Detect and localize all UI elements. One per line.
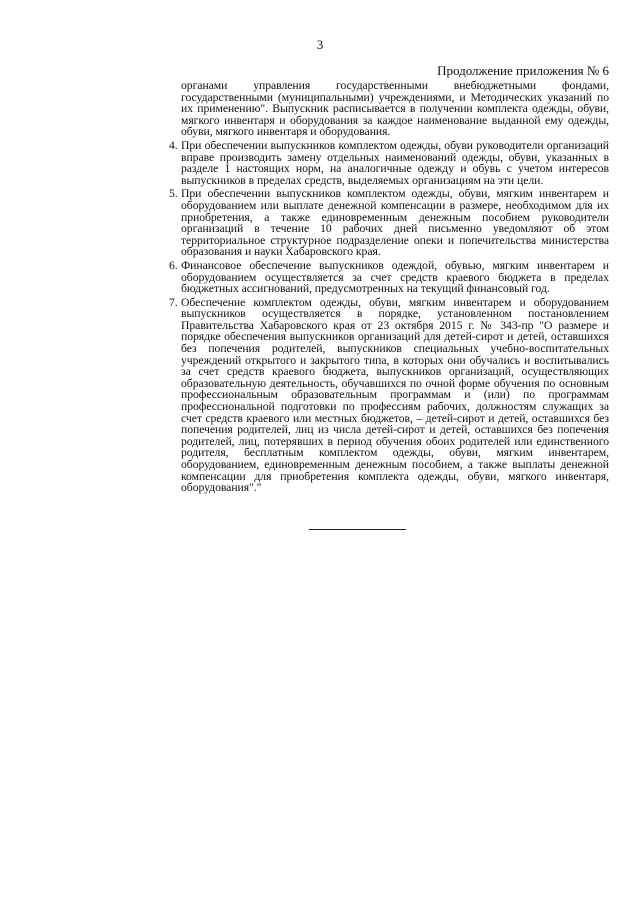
list-item-4 — [169, 138, 609, 187]
list-item-6 — [169, 258, 609, 296]
list-item-number: 7. — [169, 295, 178, 309]
list-item-text: При обеспечении выпускников комплектом одежды, обуви, мягким инвентарем и оборудованием или выплате денежной компенсации в размере, необходимом для их приобретения, а также единовременным денежным пособием руководители организаций в течение 10 рабочих дней письменно уведомляют об этом территориальное структурное подразделение опеки и попечительства министерства образования и науки Хабаровского края. — [181, 187, 609, 259]
list-item-text: Обеспечение комплектом одежды, обуви, мягким инвентарем и оборудованием выпускников осуществляется в порядке, установленном постановлением Правительства Хабаровского края от 23 октября 2015 г. № 343-пр "О размере и порядке обеспечения выпускников организаций для детей-сирот и детей, оставшихся без попечения родителей, выпускников специальных учебно-воспитательных учреждений открытого и закрытого типа, в которых они обучались и воспитывались за счет средств краевого бюджета, выпускников организаций, осуществляющих образовательную деятельность, обучавшихся по очной форме обучения по основным профессиональным образовательным программам и (или) по программам профессиональной подготовки по профессиям рабочих, должностям служащих за счет средств краевого или местных бюджетов, – детей-сирот и детей, оставшихся без попечения родителей, лиц из числа детей-сирот и детей, оставшихся без попечения родителей, лиц, потерявших в период обучения обоих родителей или единственного родителя, бесплатным комплектом одежды, обуви, мягким инвентарем, оборудованием, единовременным денежным пособием, а также выплаты денежной компенсации для приобретения комплекта одежды, обуви, мягкого инвентаря, оборудования"." — [181, 295, 609, 495]
list-item-number: 5. — [169, 187, 178, 201]
end-divider-line — [309, 529, 406, 530]
page-number: 3 — [316, 37, 324, 52]
list-item-number: 6. — [169, 258, 178, 272]
continued-paragraph: органами управления государственными внебюджетными фондами, государственными (муниципальными) учреждениями, и Методических указаний по их применению". Выпускник расписывается в получении комплекта одежды, обуви, мягкого инвентаря и оборудования за каждое наименование выданной ему одежды, обуви, мягкого инвентаря и оборудования. — [181, 79, 609, 139]
list-item-text: Финансовое обеспечение выпускников одеждой, обувью, мягким инвентарем и оборудованием осуществляется за счет средств краевого бюджета в пределах бюджетных ассигнований, предусмотренных на текущий финансовый год. — [181, 258, 609, 296]
document-body — [169, 79, 609, 496]
appendix-continuation-note: Продолжение приложения № 6 — [437, 63, 609, 78]
list-item-5 — [169, 187, 609, 259]
list-item-text: При обеспечении выпускников комплектом одежды, обуви руководители организаций вправе производить замену отдельных наименований одежды, обуви, указанных в разделе 1 настоящих норм, на аналогичные одежду и обувь с учетом интересов выпускников в пределах средств, выделяемых организациям на эти цели. — [181, 138, 609, 187]
list-item-number: 4. — [169, 138, 178, 152]
list-item-7 — [169, 295, 609, 495]
